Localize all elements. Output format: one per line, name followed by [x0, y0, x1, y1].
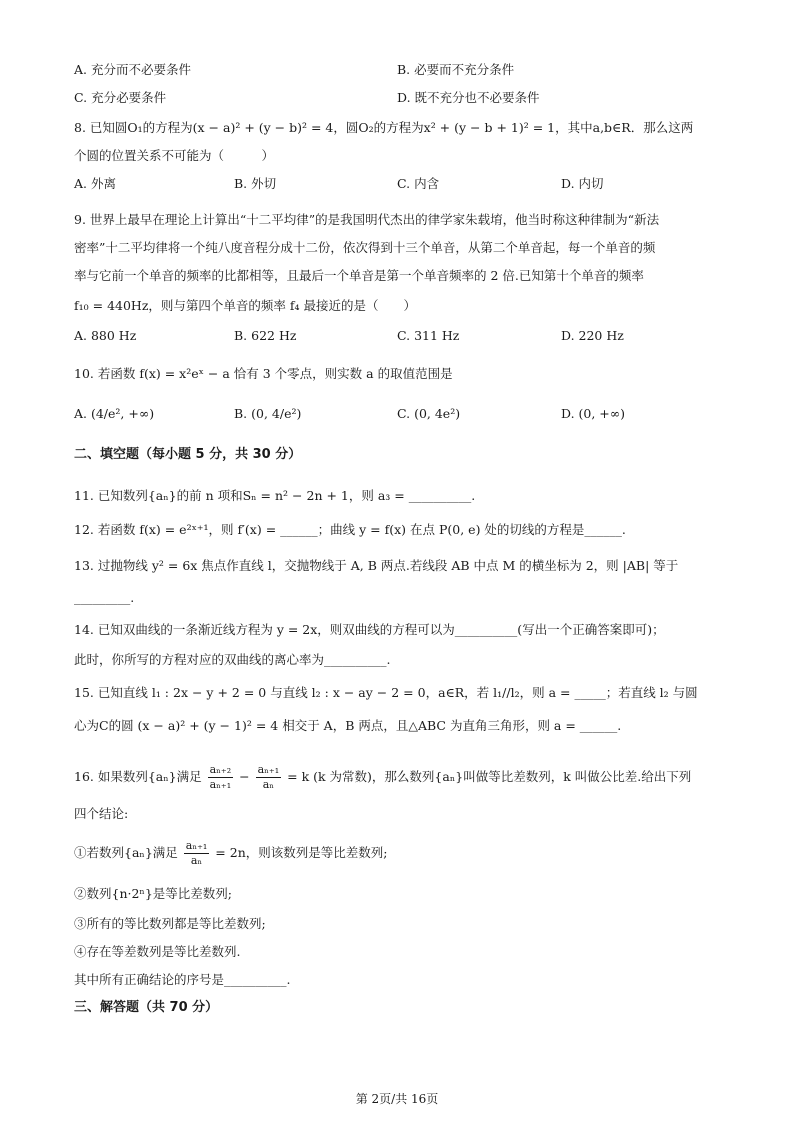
q16-c1-post: = 2n，则该数列是等比差数列;	[215, 845, 388, 860]
q9-option-b: B. 622 Hz	[234, 328, 297, 343]
q16-minus: −	[239, 769, 250, 784]
q8-option-c: C. 内含	[397, 176, 440, 191]
q15-line1: 15. 已知直线 l₁ : 2x − y + 2 = 0 与直线 l₂ : x − ay − 2 = 0，a∈R，若 l₁//l₂，则 a = _____；若直线 l₂ 与圆	[74, 685, 698, 700]
section-3-heading: 三、解答题（共 70 分）	[74, 1000, 219, 1015]
q16-c1-denominator: aₙ	[190, 854, 203, 867]
q10-options	[74, 404, 734, 424]
q10-option-d: D. (0, +∞)	[561, 406, 626, 421]
q9-line3: 率与它前一个单音的频率的比都相等，且最后一个单音是第一个单音频率的 2 倍.已知第十个单音的频率	[74, 268, 644, 283]
q16-line2: 四个结论:	[74, 806, 129, 821]
q11: 11. 已知数列{aₙ}的前 n 项和Sₙ = n² − 2n + 1，则 a₃ = __________.	[74, 488, 476, 503]
q7-options	[74, 60, 734, 80]
q7-options-2	[74, 88, 734, 108]
q10-stem: 10. 若函数 f(x) = x²eˣ − a 恰有 3 个零点，则实数 a 的取值范围是	[74, 366, 453, 381]
q16-conclusion-1	[74, 836, 387, 870]
section-2-heading: 二、填空题（每小题 5 分，共 30 分）	[74, 447, 302, 462]
q16-frac2-numerator: aₙ₊₁	[257, 763, 280, 776]
q9-line1: 9. 世界上最早在理论上计算出“十二平均律”的是我国明代杰出的律学家朱载堉，他当时称这种律制为“新法	[74, 212, 660, 227]
q10-option-a: A. (4/e², +∞)	[74, 406, 155, 421]
q16-frac1-numerator: aₙ₊₂	[209, 763, 232, 776]
q16-fraction-1	[208, 763, 234, 792]
q10-option-c: C. (0, 4e²)	[397, 406, 461, 421]
q16-final: 其中所有正确结论的序号是__________.	[74, 972, 291, 987]
q16-frac2-denominator: aₙ	[262, 778, 275, 791]
q9-option-a: A. 880 Hz	[74, 328, 137, 343]
q8-option-b: B. 外切	[234, 176, 277, 191]
q7-option-b: B. 必要而不充分条件	[397, 62, 515, 77]
q7-option-c: C. 充分必要条件	[74, 90, 167, 105]
q16-conclusion-2: ②数列{n·2ⁿ}是等比差数列;	[74, 886, 233, 901]
q9-option-c: C. 311 Hz	[397, 328, 460, 343]
q12: 12. 若函数 f(x) = e²ˣ⁺¹，则 f′(x) = ______；曲线 y = f(x) 在点 P(0, e) 处的切线的方程是______.	[74, 522, 626, 537]
q10-option-b: B. (0, 4/e²)	[234, 406, 302, 421]
q8-options	[74, 174, 734, 194]
q14-line2: 此时，你所写的方程对应的双曲线的离心率为__________.	[74, 652, 391, 667]
q8-option-a: A. 外离	[74, 176, 116, 191]
q15-line2: 心为C的圆 (x − a)² + (y − 1)² = 4 相交于 A，B 两点，且△ABC 为直角三角形，则 a = ______.	[74, 718, 622, 733]
page-footer: 第 2页/共 16页	[355, 1092, 439, 1106]
q16-conclusion-4: ④存在等差数列是等比差数列.	[74, 944, 241, 959]
q16-line1	[74, 760, 691, 794]
q8-line1: 8. 已知圆O₁的方程为(x − a)² + (y − b)² = 4，圆O₂的方程为x² + (y − b + 1)² = 1，其中a,b∈R．那么这两	[74, 120, 694, 135]
q14-line1: 14. 已知双曲线的一条渐近线方程为 y = 2x，则双曲线的方程可以为__________(写出一个正确答案即可)；	[74, 622, 665, 637]
q16-fraction-2	[256, 763, 282, 792]
q7-option-d: D. 既不充分也不必要条件	[397, 90, 540, 105]
q16-c1-fraction	[184, 839, 210, 868]
q13-line2: _________.	[74, 590, 135, 605]
q13-line1: 13. 过抛物线 y² = 6x 焦点作直线 l，交抛物线于 A, B 两点.若线段 AB 中点 M 的横坐标为 2，则 |AB| 等于	[74, 558, 679, 573]
q16-line1-pre: 16. 如果数列{aₙ}满足	[74, 769, 202, 784]
q8-option-d: D. 内切	[561, 176, 604, 191]
q9-line4: f₁₀ = 440Hz，则与第四个单音的频率 f₄ 最接近的是（ ）	[74, 298, 416, 313]
q9-options	[74, 326, 734, 346]
q16-line1-post: = k (k 为常数)，那么数列{aₙ}叫做等比差数列，k 叫做公比差.给出下列	[287, 769, 692, 784]
q16-c1-numerator: aₙ₊₁	[185, 839, 208, 852]
q9-option-d: D. 220 Hz	[561, 328, 624, 343]
q9-line2: 密率”十二平均律将一个纯八度音程分成十二份，依次得到十三个单音，从第二个单音起，每一个单音的频	[74, 240, 656, 255]
q16-c1-pre: ①若数列{aₙ}满足	[74, 845, 178, 860]
q16-conclusion-3: ③所有的等比数列都是等比差数列;	[74, 916, 266, 931]
q7-option-a: A. 充分而不必要条件	[74, 62, 191, 77]
q8-line2: 个圆的位置关系不可能为（ ）	[74, 148, 275, 163]
q16-frac1-denominator: aₙ₊₁	[209, 778, 232, 791]
